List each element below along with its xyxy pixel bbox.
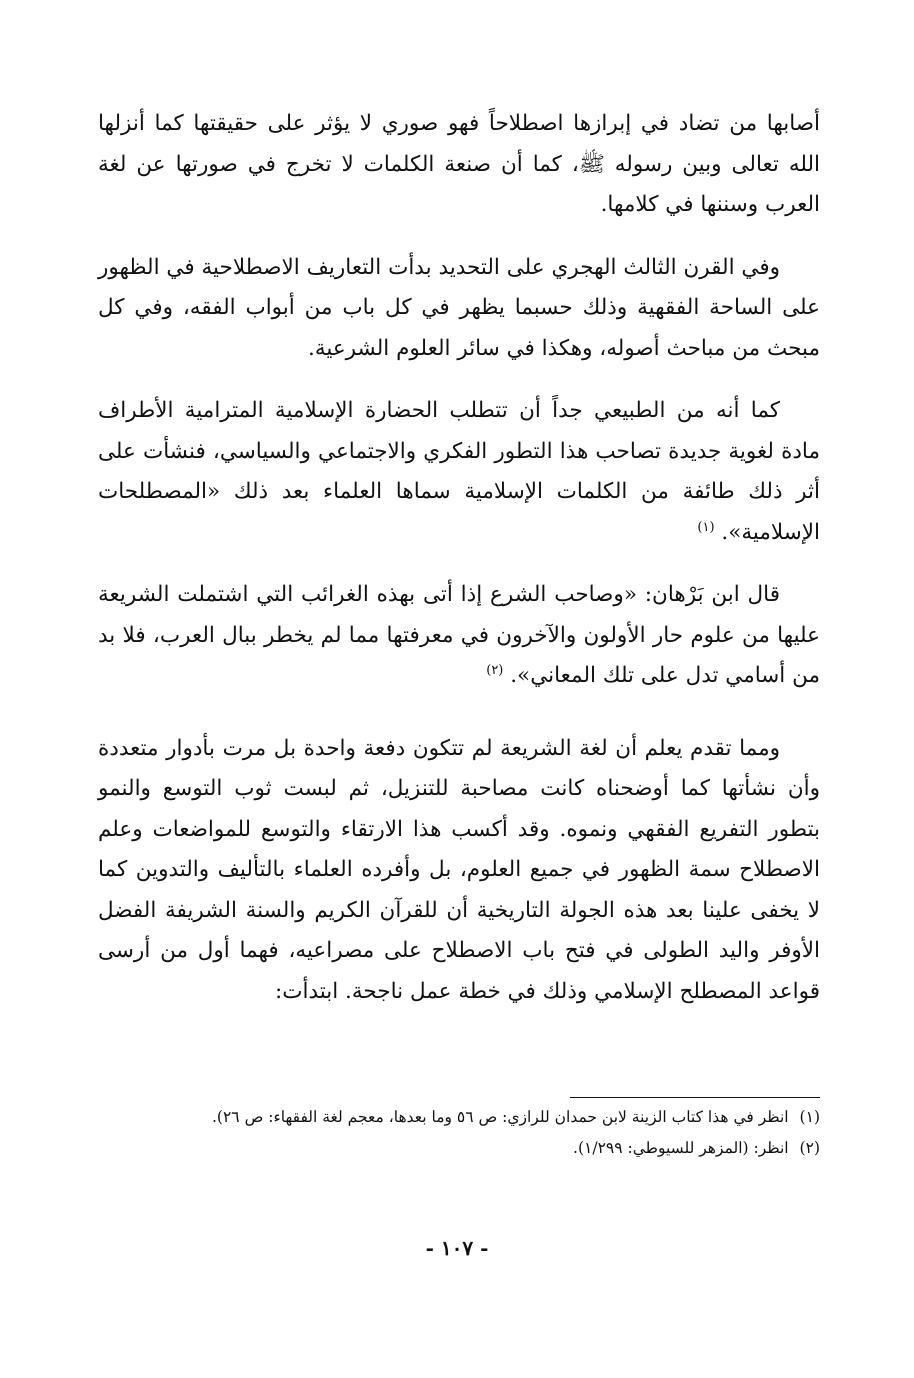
paragraph-3 bbox=[98, 391, 820, 553]
footnote-separator bbox=[570, 1097, 820, 1098]
paragraph-2-text: وفي القرن الثالث الهجري على التحديد بدأت التعاريف الاصطلاحية في الظهور على الساحة الفقهية وذلك حسبما يظهر في كل باب من أبواب الفقه، وفي كل مبحث من مباحث أصوله، وهكذا في سائر العلوم الشرعية. bbox=[98, 254, 820, 361]
footnote-1 bbox=[98, 1102, 820, 1133]
footnote-2-text: انظر: (المزهر للسيوطي: ١/٢٩٩). bbox=[573, 1139, 789, 1157]
footnotes bbox=[98, 1102, 820, 1164]
paragraph-4-text: قال ابن بَرْهان: «وصاحب الشرع إذا أتى بهذه الغرائب التي اشتملت الشريعة عليها من علوم حار الأولون والآخرون في معرفتها مما لم يخطر ببال العرب، فلا بد من أسامي تدل على تلك المعاني». bbox=[98, 582, 820, 688]
footnote-2-number: (٢) bbox=[799, 1139, 820, 1157]
footnote-2 bbox=[98, 1133, 820, 1164]
paragraph-1 bbox=[98, 104, 820, 226]
footnote-1-text: انظر في هذا كتاب الزينة لابن حمدان للرازي: ص ٥٦ وما بعدها، معجم لغة الفقهاء: ص ٢٦). bbox=[212, 1108, 789, 1126]
footnote-ref-2: (٢) bbox=[486, 662, 504, 678]
page-number: - ١٠٧ - bbox=[425, 1236, 489, 1260]
paragraph-2 bbox=[98, 248, 820, 370]
paragraph-4 bbox=[98, 575, 820, 697]
footnote-ref-1: (١) bbox=[697, 519, 715, 535]
paragraph-3-text: كما أنه من الطبيعي جداً أن تتطلب الحضارة الإسلامية المترامية الأطراف مادة لغوية جديدة تصاحب هذا التطور الفكري والاجتماعي والسياسي، فنشأت على أثر ذلك طائفة من الكلمات الإسلامية سماها العلماء بعد ذلك «المصطلحات الإسلامية». bbox=[98, 398, 821, 545]
paragraph-5-text: ومما تقدم يعلم أن لغة الشريعة لم تتكون دفعة واحدة بل مرت بأدوار متعددة وأن نشأتها كما أوضحناه كانت مصاحبة للتنزيل، ثم لبست ثوب التوسع والنمو بتطور التفريع الفقهي ونموه. وقد أكسب هذا الارتقاء والتوسع للمواضعات وعلم الاصطلاح سمة الظهور في جميع العلوم، بل وأفرده العلماء بالتأليف والتدوين كما لا يخفى علينا بعد هذه الجولة التاريخية أن للقرآن الكريم والسنة الشريفة الفضل الأوفر واليد الطولى في فتح باب الاصطلاح على مصراعيه، فهما أول من أرسى قواعد المصطلح الإسلامي وذلك في خطة عمل ناجحة. ابتدأت: bbox=[98, 735, 820, 1004]
main-text bbox=[98, 104, 820, 1034]
footnote-1-number: (١) bbox=[799, 1108, 820, 1126]
paragraph-1-text: أصابها من تضاد في إبرازها اصطلاحاً فهو صوري لا يؤثر على حقيقتها كما أنزلها الله تعالى وبين رسوله ﷺ، كما أن صنعة الكلمات لا تخرج في صورتها عن لغة العرب وسننها في كلامها. bbox=[98, 111, 820, 217]
paragraph-5 bbox=[98, 729, 820, 1013]
